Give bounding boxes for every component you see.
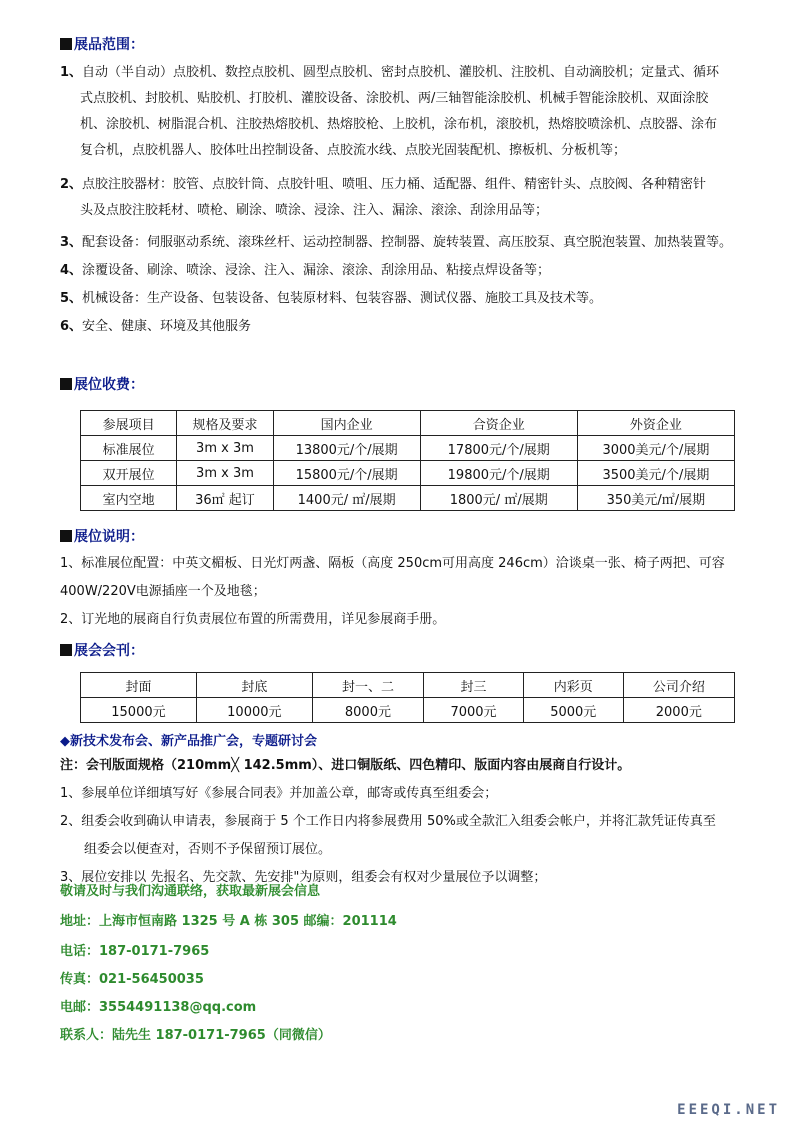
contact-email[interactable]: 电邮：3554491138@qq.com bbox=[60, 1000, 257, 1015]
scope-item-6: 6、安全、健康、环境及其他服务 bbox=[60, 319, 252, 334]
events-title: ◆新技术发布会、新产品推广会，专题研讨会 bbox=[60, 734, 317, 749]
booth-fees-heading: 展位收费： bbox=[60, 374, 144, 394]
booth-notes-heading: 展位说明： bbox=[60, 526, 144, 546]
square-bullet-icon bbox=[60, 378, 72, 390]
square-bullet-icon bbox=[60, 530, 72, 542]
scope-item-4: 4、涂覆设备、刷涂、喷涂、浸涂、注入、漏涂、滚涂、刮涂用品、粘接点焊设备等； bbox=[60, 263, 551, 278]
table-row: 双开展位 3m x 3m 15800元/个/展期 19800元/个/展期 3500美元/个/展期 bbox=[81, 461, 735, 486]
scope-item-5: 5、机械设备：生产设备、包装设备、包装原材料、包装容器、测试仪器、施胶工具及技术等。 bbox=[60, 291, 603, 306]
square-bullet-icon bbox=[60, 38, 72, 50]
table-row: 室内空地 36㎡ 起订 1400元/ ㎡/展期 1800元/ ㎡/展期 350美元/㎡/展期 bbox=[81, 486, 735, 511]
exhibit-scope-heading: 展品范围： bbox=[60, 34, 144, 54]
scope-item-3: 3、配套设备：伺服驱动系统、滚珠丝杆、运动控制器、控制器、旋转装置、高压胶泵、真空脱泡装置、加热装置等。 bbox=[60, 235, 733, 250]
procedures-text: 1、参展单位详细填写好《参展合同表》并加盖公章，邮寄或传真至组委会； 2、组委会收到确认申请表，参展商于 5 个工作日内将参展费用 50%或全款汇入组委会帐户，并将汇款凭证传真至 组委会以便查对，否则不予保留预订展位。 3、展位安排以 先报名、先交款、先安排"为原则，组委会有权对少量展位予以调整； bbox=[60, 786, 716, 885]
contact-fax: 传真：021-56450035 bbox=[60, 972, 204, 987]
journal-heading: 展会会刊： bbox=[60, 640, 144, 660]
booth-notes-text: 1、标准展位配置：中英文楣板、日光灯两盏、隔板（高度 250cm可用高度 246cm）洽谈桌一张、椅子两把、可容 400W/220V电源插座一个及地毯； 2、订光地的展商自行负责展位布置的所需费用，详见参展商手册。 bbox=[60, 556, 725, 627]
square-bullet-icon bbox=[60, 644, 72, 656]
contact-phone: 电话：187-0171-7965 bbox=[60, 944, 210, 959]
journal-note: 注：会刊版面规格（210mm╳ 142.5mm）、进口铜版纸、四色精印、版面内容由展商自行设计。 bbox=[60, 758, 631, 773]
table-row: 15000元 10000元 8000元 7000元 5000元 2000元 bbox=[81, 698, 735, 723]
table-header-row: 封面 封底 封一、二 封三 内彩页 公司介绍 bbox=[81, 673, 735, 698]
scope-item-2: 2、点胶注胶器材：胶管、点胶针筒、点胶针咀、喷咀、压力桶、适配器、组件、精密针头、点胶阀、各种精密针 头及点胶注胶耗材、喷枪、刷涂、喷涂、浸涂、注入、漏涂、滚涂、刮涂用品等； bbox=[60, 177, 707, 218]
scope-item-1: 1、自动（半自动）点胶机、数控点胶机、圆型点胶机、密封点胶机、灌胶机、注胶机、自动滴胶机；定量式、循环 式点胶机、封胶机、贴胶机、打胶机、灌胶设备、涂胶机、两/三轴智能涂胶机、机械手智能涂胶机、双面涂胶 机、涂胶机、树脂混合机、注胶热熔胶机、热熔胶枪、上胶机，涂布机，滚胶机，热熔胶喷涂机、点胶器、涂布 复合机，点胶机器人、胶体吐出控制设备、点胶流水线、点胶光固装配机、擦板机、分板机等； bbox=[60, 65, 720, 158]
booth-fees-table bbox=[80, 410, 735, 511]
table-row: 标准展位 3m x 3m 13800元/个/展期 17800元/个/展期 3000美元/个/展期 bbox=[81, 436, 735, 461]
contact-intro: 敬请及时与我们沟通联络，获取最新展会信息 bbox=[60, 884, 321, 899]
site-watermark: EEEQI.NET bbox=[677, 1102, 780, 1118]
contact-address: 地址：上海市恒南路 1325 号 A 栋 305 邮编：201114 bbox=[60, 914, 397, 929]
journal-table bbox=[80, 672, 735, 723]
table-header-row: 参展项目 规格及要求 国内企业 合资企业 外资企业 bbox=[81, 411, 735, 436]
contact-person: 联系人：陆先生 187-0171-7965（同微信） bbox=[60, 1028, 331, 1043]
